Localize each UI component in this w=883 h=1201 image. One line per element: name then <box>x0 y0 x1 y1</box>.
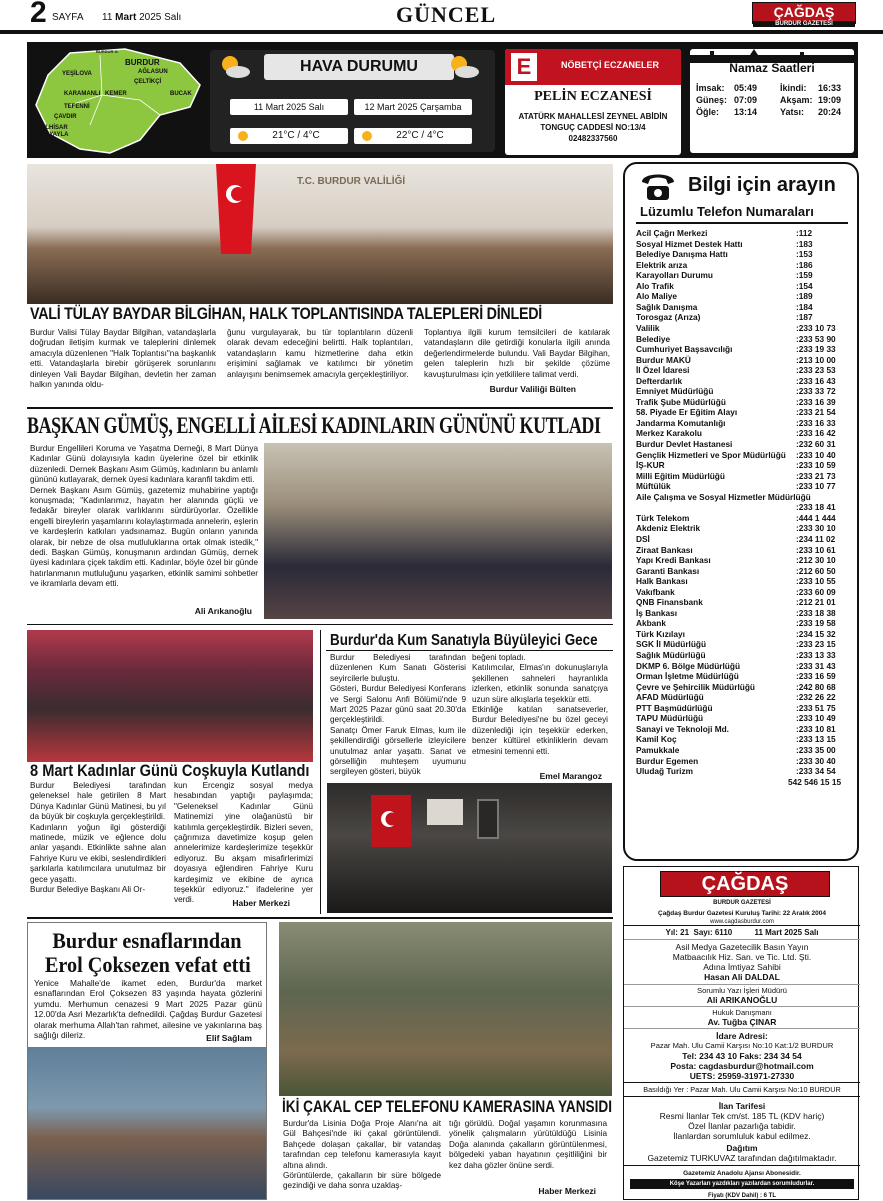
phone-row-number: :233 16 43 <box>796 375 836 386</box>
phone-row <box>636 450 848 461</box>
page-number: 2 <box>30 0 47 29</box>
phone-row <box>636 545 848 556</box>
phone-row-number: :189 <box>796 291 813 302</box>
phone-row <box>636 608 848 619</box>
phones-subtitle: Lüzumlu Telefon Numaraları <box>640 204 814 219</box>
phone-row <box>636 344 848 355</box>
phone-row-name: Uludağ Turizm <box>636 766 694 777</box>
phone-row-number: :233 23 15 <box>796 639 836 650</box>
page-label: SAYFA <box>52 12 84 23</box>
phone-row-name: DKMP 6. Bölge Müdürlüğü <box>636 660 741 671</box>
prayer-times: Namaz Saatleri İmsak: 05:49 İkindi: 16:33 Güneş: 07:09 Akşam: 19:09 Öğle: 13:14 Yatsı: 20:24 <box>690 49 854 153</box>
phone-row-name: AFAD Müdürlüğü <box>636 692 704 703</box>
phone-row-name: Yapı Kredi Bankası <box>636 555 711 566</box>
phone-row <box>636 334 848 345</box>
phone-row-number: :233 23 53 <box>796 365 836 376</box>
phone-row-number: :233 16 39 <box>796 396 836 407</box>
phone-row <box>636 724 848 735</box>
phone-row-name: Merkez Karakolu <box>636 428 702 439</box>
phone-row-name: Valilik <box>636 322 660 333</box>
article4-headline: Burdur'da Kum Sanatıyla Büyüleyici Gece <box>330 632 598 649</box>
phone-row <box>636 355 848 366</box>
phone-row <box>636 312 848 323</box>
phone-row-name: DSİ <box>636 533 650 544</box>
phone-row-number: :233 18 41 <box>796 502 836 513</box>
phone-row-number: :233 35 00 <box>796 744 836 755</box>
phone-row-name: Sağlık Müdürlüğü <box>636 650 706 660</box>
article1-col3: Toplantıya ilgili kurum temsilcileri de katılarak vatandaşların dile getirdiği konularla ilgili anında değerlendirmelerde bulundu. Vali Baydar Bilgihan, gelen taleplerin hızlı bir şekilde çözüme kavuşturulması için yetkililere talimat verdi. <box>424 328 610 379</box>
phone-row <box>636 270 848 281</box>
phone-row-name: Karayolları Durumu <box>636 270 713 281</box>
phone-row-number: :233 10 61 <box>796 544 836 555</box>
phone-row-number: :159 <box>796 270 813 281</box>
phone-row-name: Garanti Bankası <box>636 565 700 576</box>
phone-row <box>636 260 848 271</box>
phone-row <box>636 376 848 387</box>
phone-row-number: :233 10 59 <box>796 460 836 471</box>
article1-signature: Burdur Valiliği Bülten <box>489 384 576 394</box>
phone-row-number: :186 <box>796 259 813 270</box>
phone-row <box>636 502 848 513</box>
phone-row-number: :233 13 15 <box>796 734 836 745</box>
svg-text:BURDUR: BURDUR <box>125 58 160 67</box>
phone-row <box>636 703 848 714</box>
pharmacy-name: PELİN ECZANESİ <box>534 89 652 104</box>
phone-row-number: :233 16 42 <box>796 428 836 439</box>
imprint-box: ÇAĞDAŞ BURDUR GAZETESİ Çağdaş Burdur Gazetesi Kuruluş Tarihi: 22 Aralık 2004 www.cagdasburdur.com Yıl: 21 Sayı: 6110 11 Mart 2025 Salı Asil Medya Gazetecilik Basın Yayın Matbaacılık Hiz. San. ve Tic. Ltd. Şti. Adına İmtiyaz Sahibi Hasan Ali DALDAL Sorumlu Yazı İşleri Müdürü Ali ARIKANOĞLU Hukuk Danışmanı Av. Tuğba ÇINAR İdare Adresi: Pazar Mah. Ulu Camii Karşısı No:10 Kat:1/2 BURDUR Tel: 234 43 10 Faks: 234 34 54 Posta: cagdasburdur@hotmail.com UETS: 25959-31971-27330 Basıldığı Yer : Pazar Mah. Ulu Camii Karşısı No:10 BURDUR İlan Tarifesi Resmi İlanlar Tek cm/st. 185 TL (KDV hariç) Özel İlanlar pazarlığa tabidir. İlanlardan sorumluluk kabul edilmez. Dağıtım Gazetemiz TURKUVAZ tarafından dağıtılmaktadır. Gazetemiz Anadolu Ajansı Abonesidir. Köşe Yazarları yazdıkları yazılardan sorumludurlar. Fiyatı (KDV Dahil) : 6 TL <box>623 866 859 1200</box>
phone-row-name: Cumhuriyet Başsavcılığı <box>636 344 733 355</box>
pharmacy-address: ATATÜRK MAHALLESİ ZEYNEL ABİDİN TONGUÇ CADDESİ NO:13/4 02482337560 <box>518 112 668 143</box>
phone-row <box>636 397 848 408</box>
phone-row-number: :233 60 09 <box>796 586 836 597</box>
phone-row <box>636 481 848 492</box>
article4-signature: Emel Marangoz <box>539 771 602 781</box>
article5-photo <box>28 1047 266 1199</box>
phone-row <box>636 492 848 503</box>
phone-row-number: :233 10 49 <box>796 713 836 724</box>
phone-row-number: :233 53 90 <box>796 333 836 344</box>
phone-row-name: Akbank <box>636 618 666 629</box>
phone-row-name: Alo Trafik <box>636 280 674 291</box>
day1-date: 11 Mart 2025 Salı <box>230 99 348 115</box>
article6-signature: Haber Merkezi <box>538 1186 596 1196</box>
phone-row <box>636 734 848 745</box>
pharmacy-label: NÖBETÇİ ECZANELER <box>560 60 659 70</box>
article1-col1: Burdur Valisi Tülay Baydar Bilgihan, vatandaşlarla doğrudan iletişim kurmak ve taleplerini dinlemek amacıyla düzenlenen "Halk Toplantısı"na başkanlık etti. Vatandaşlarla birebir görüşerek sorunlarını dinleyen Vali Baydar Bilgihan, devletin her zaman halkın yanında oldu- <box>30 328 216 390</box>
phone-row <box>636 323 848 334</box>
svg-text:AĞLASUN: AĞLASUN <box>138 69 168 75</box>
article5-body: Yenice Mahalle'de ikamet eden, Burdur'da market esnaflarından Erol Çoksezen 83 yaşında hayata gözlerini yumdu. Merhumun cenazesi 9 Mart 2025 Pazar günü 12.00'da Asri Mezarlık'ta defnedildi. Çağdaş Burdur Gazetesi olarak merhuma Allah'tan rahmet, ailesine ve yakınlarına baş sağlığı dileriz. <box>34 978 262 1041</box>
article1-photo <box>27 164 613 304</box>
phone-row <box>636 365 848 376</box>
article4-col2: beğeni topladı. Katılımcılar, Elmas'ın dokunuşlarıyla şekillenen sahneleri hayranlıkla izlerken, etkinlik sonunda sanatçıya uzun süre alkışlarla teşekkür etti. Etkinliğe katılan sanatseverler, Burdur Belediyesi'ne bu özel geceyi düzenlediği için teşekkür ederken, benzer kültürel etkinliklerin devam etmesini temenni etti. <box>472 653 608 756</box>
phone-row-name: Sanayi ve Teknoloji Md. <box>636 723 729 734</box>
article2-body: Burdur Engellileri Koruma ve Yaşatma Derneği, 8 Mart Dünya Kadınlar Günü dolayısıyla kadın üyelerine özel bir etkinlik düzenledi. Dernek Başkanı Asım Gümüş, kadınların bu anlamlı gününü kutlayarak, dernek üyesi kadınlara karanfil takdim etti. Dernek Başkanı Asım Gümüş, gazetemiz muhabirine yaptığı konuşmada; "Kadınlarımız, hayatın her alanında güçlü ve fedakâr bireyler olarak varlıklarını sürdürüyorlar. Özellikle engelli bireylerin yaşamlarını kolaylaştırmada annelerin, eşlerin ve kardeşlerin katkıları yadsınamaz. Bugün onların yanında olarak, bir nebze de olsa mutluluklarına ortak olmak istedik," dedi. Başkan Gümüş, konuşmanın ardından Gümüş, dernek üyesi kadınlara çiçek takdim etti. Kadınlar, böyle özel bir günde hatırlanmanın mutluluğunu yaşarken, etkinlik samimi sohbetler ve ikramlarla devam etti. <box>30 444 259 589</box>
article2-photo <box>264 443 612 619</box>
phone-row <box>636 407 848 418</box>
phone-row <box>636 692 848 703</box>
phone-row-number: :213 10 00 <box>796 354 836 365</box>
phone-row <box>636 756 848 767</box>
phone-row <box>636 281 848 292</box>
phone-row <box>636 566 848 577</box>
phone-row <box>636 639 848 650</box>
turkish-flag-icon <box>371 795 411 847</box>
phone-row-number: :183 <box>796 238 813 249</box>
day2-date: 12 Mart 2025 Çarşamba <box>354 99 472 115</box>
phone-row-name: Belediye Danışma Hattı <box>636 249 728 260</box>
phone-row-name: Burdur Egemen <box>636 755 699 766</box>
article6-photo <box>279 922 612 1096</box>
phone-row-name: 58. Piyade Er Eğitim Alayı <box>636 407 738 418</box>
phone-row-name: İl Özel İdaresi <box>636 365 690 376</box>
phone-row-name: Elektrik arıza <box>636 259 688 270</box>
article1-col2: ğunu vurgulayarak, bu tür toplantıların düzenli olarak devam edeceğini belirtti. Halk toplantıları, vatandaşların kamu hizmetlerine daha etkin erişimini sağlamak ve katılımcı bir yönetim anlayışını benimsemek amacıyla gerçekleştiriliyor. <box>227 328 413 379</box>
phone-row <box>636 587 848 598</box>
page-header <box>0 0 883 34</box>
svg-text:YEŞİLOVA: YEŞİLOVA <box>62 71 92 77</box>
phone-row-name: Acil Çağrı Merkezi <box>636 228 708 238</box>
phone-row <box>636 576 848 587</box>
phone-row-name: SGK İl Müdürlüğü <box>636 639 707 650</box>
phone-row-number: :112 <box>796 228 813 238</box>
phone-row-number: :233 10 77 <box>796 481 836 492</box>
article6-col1: Burdur'da Lisinia Doğa Proje Alanı'na ait Gül Bahçesi'nde iki çakal görüntülendi. Bahçede dolaşan çakallar, bir vatandaş tarafından cep telefonu kamerasıyla kayıt altına alındı. Görüntülerde, çakalların bir süre bölgede gezindiği ve daha sonra uzaklaş- <box>283 1119 441 1191</box>
day2-temp: 22°C / 4°C <box>354 128 472 144</box>
phone-row-name: Belediye <box>636 333 671 344</box>
phone-row-name: Burdur MAKÜ <box>636 354 691 365</box>
phone-row-number: :153 <box>796 249 813 260</box>
phone-row-number: :232 26 22 <box>796 692 836 703</box>
phone-row-name: Defterdarlık <box>636 375 683 386</box>
phones-title: Bilgi için arayın <box>688 174 836 196</box>
sun-cloud-icon <box>216 52 252 82</box>
phone-row-number: :232 60 31 <box>796 439 836 449</box>
article2-signature: Ali Arıkanoğlu <box>194 606 252 616</box>
day1-temp: 21°C / 4°C <box>230 128 348 144</box>
sun-icon <box>360 130 374 142</box>
prayer-title: Namaz Saatleri <box>729 61 815 75</box>
phone-row-number: :444 1 444 <box>796 512 836 523</box>
phone-row <box>636 523 848 534</box>
imprint-logo: ÇAĞDAŞ <box>660 871 830 897</box>
phone-row <box>636 428 848 439</box>
pharmacy-icon: E <box>511 53 537 81</box>
phone-row-name: Burdur Devlet Hastanesi <box>636 439 733 449</box>
phone-row-name: Gençlik Hizmetleri ve Spor Müdürlüğü <box>636 449 786 460</box>
phone-row-number: :234 15 32 <box>796 628 836 639</box>
svg-text:BUCAK: BUCAK <box>170 91 192 97</box>
phone-row-number: :233 19 33 <box>796 344 836 355</box>
phone-row-name: Aile Çalışma ve Sosyal Hizmetler Müdürlüğü <box>636 491 811 502</box>
phone-row-number: :233 10 73 <box>796 322 836 333</box>
article3-headline: 8 Mart Kadınlar Günü Coşkuyla Kutlandı <box>30 761 310 780</box>
turkish-flag-icon <box>211 164 261 254</box>
section-title: GÜNCEL <box>396 2 497 27</box>
phone-row <box>636 777 848 788</box>
sun-icon <box>236 130 250 142</box>
svg-text:BURDUR G.: BURDUR G. <box>96 49 119 54</box>
phone-row <box>636 471 848 482</box>
phone-row-number: :212 21 01 <box>796 597 836 608</box>
phone-row <box>636 766 848 777</box>
phone-row <box>636 291 848 302</box>
weather-title: HAVA DURUMU <box>264 54 454 80</box>
sun-cloud-icon <box>445 52 481 82</box>
svg-text:GÖLHİSAR: GÖLHİSAR <box>36 125 68 131</box>
article3-photo <box>27 630 313 762</box>
phone-row-number: :233 33 72 <box>796 386 836 397</box>
phone-row-number: :233 10 40 <box>796 449 836 460</box>
article3-signature: Haber Merkezi <box>232 898 290 908</box>
article5-headline1: Burdur esnaflarından <box>52 928 242 953</box>
phone-row-number: :233 21 73 <box>796 470 836 481</box>
phone-row-name: Ziraat Bankası <box>636 544 693 555</box>
phone-row <box>636 249 848 260</box>
phone-row-number: :233 16 59 <box>796 671 836 682</box>
phone-row-name: TAPU Müdürlüğü <box>636 713 704 724</box>
phone-row <box>636 671 848 682</box>
phone-row-number: :233 18 38 <box>796 607 836 618</box>
phone-row <box>636 534 848 545</box>
article2-headline: BAŞKAN GÜMÜŞ, ENGELLİ AİLESİ KADINLARIN GÜNÜNÜ KUTLADI <box>27 413 601 438</box>
phone-row-name: Torosgaz (Arıza) <box>636 312 701 323</box>
phone-row <box>636 439 848 450</box>
phone-row <box>636 618 848 629</box>
phone-row-number: :212 60 50 <box>796 565 836 576</box>
svg-text:TEFENNİ: TEFENNİ <box>64 104 90 110</box>
phone-row <box>636 239 848 250</box>
phone-row <box>636 386 848 397</box>
phone-row-name: Türk Kızılayı <box>636 628 685 639</box>
phone-row <box>636 513 848 524</box>
phone-row <box>636 629 848 640</box>
article4-photo <box>327 783 612 913</box>
svg-text:ALTINYAYLA: ALTINYAYLA <box>32 132 69 138</box>
article6-headline: İKİ ÇAKAL CEP TELEFONU KAMERASINA YANSIDI <box>282 1097 612 1116</box>
phone-row-number: :187 <box>796 312 813 323</box>
svg-text:ÇAVDIR: ÇAVDIR <box>54 114 77 120</box>
phone-row-name: Vakıfbank <box>636 586 675 597</box>
phone-row-name: İŞ-KUR <box>636 460 665 471</box>
phone-row <box>636 745 848 756</box>
newspaper-logo: ÇAĞDAŞ BURDUR GAZETESİ <box>752 2 856 24</box>
phone-row-number: :233 31 43 <box>796 660 836 671</box>
phone-row <box>636 228 848 239</box>
article3-col2: kun Ercengiz sosyal medya hesabından yaptığı paylaşımda; "Geleneksel Kadınlar Günü Matinemizi yine olağanüstü bir katılımla gerçekleştirdik. Bizleri seven, çağrımıza davetimize koşup gelen annelerimize kardeşlerimize teşekkür ediyoruz. Bu akşam misafirlerimizi doyasıya eğlendiren Fahriye Kuru kardeşimiz ve ekibine de ayrıca teşekkür ediyoruz." ifadelerine yer verdi. <box>174 781 313 905</box>
phone-row-number: :184 <box>796 301 813 312</box>
phone-row-number: 542 546 15 15 <box>788 776 842 787</box>
phone-row-number: :233 21 54 <box>796 407 836 418</box>
phone-row-number: :233 10 55 <box>796 576 836 587</box>
phone-row-name: Sağlık Danışma <box>636 301 698 312</box>
phone-row-name: Çevre ve Şehircilik Müdürlüğü <box>636 681 755 692</box>
svg-text:KEMER: KEMER <box>105 91 127 97</box>
phone-row-number: :233 34 54 <box>796 766 836 777</box>
phone-row-number: :154 <box>796 280 813 291</box>
pharmacy-box <box>505 49 681 155</box>
phone-row-name: Pamukkale <box>636 744 680 755</box>
phone-row-name: Orman İşletme Müdürlüğü <box>636 671 739 682</box>
phone-row-name: Trafik Şube Müdürlüğü <box>636 396 726 407</box>
phone-row <box>636 597 848 608</box>
article3-col1: Burdur Belediyesi tarafından geleneksel hale getirilen 8 Mart Dünya Kadınlar Günü Matinesi, bu yıl da büyük bir coşkuyla gerçekleştirildi. Kadınların yoğun ilgi gösterdiği matinede, müzik ve eğlence dolu anlar yaşandı. Etkinlikte sahne alan Fahriye Kuru ve ekibi, seslendirdikleri şarkılarla katılımcılara unutulmaz bir gece yaşattı. Burdur Belediye Başkanı Ali Or- <box>30 781 166 895</box>
article6-col2: tığı görüldü. Doğal yaşamın korunmasına yönelik çalışmaların yürütüldüğü Lisinia Doğa alanında çakalların görüntülenmesi, bölgedeki yaban hayatının çeşitliliğini bir kez daha gözler önüne serdi. <box>449 1119 607 1170</box>
phone-row-name: Emniyet Müdürlüğü <box>636 386 714 397</box>
phone-row <box>636 460 848 471</box>
phone-row <box>636 682 848 693</box>
phone-row-name: Halk Bankası <box>636 576 688 587</box>
phone-row <box>636 555 848 566</box>
phone-row-name: Jandarma Komutanlığı <box>636 417 726 428</box>
phone-row-name: Müftülük <box>636 481 671 492</box>
phone-row <box>636 302 848 313</box>
article1-headline: VALİ TÜLAY BAYDAR BİLGİHAN, HALK TOPLANTISINDA TALEPLERİ DİNLEDİ <box>30 304 542 323</box>
phone-row-number: :233 16 33 <box>796 417 836 428</box>
phone-row <box>636 650 848 661</box>
phone-row-name: Kamil Koç <box>636 734 677 745</box>
article5-headline2: Erol Çoksezen vefat etti <box>44 952 251 977</box>
phone-row-name: Akdeniz Elektrik <box>636 523 701 534</box>
article5-signature: Elif Sağlam <box>206 1033 252 1043</box>
burdur-map <box>30 45 206 155</box>
svg-text:KARAMANLI: KARAMANLI <box>64 91 101 97</box>
phone-row-name: PTT Başmüdürlüğü <box>636 702 713 713</box>
phone-row-name: Türk Telekom <box>636 512 690 523</box>
phone-row <box>636 661 848 672</box>
phone-row-name: QNB Finansbank <box>636 597 703 608</box>
phone-row-number: :233 19 58 <box>796 618 836 629</box>
phone-row <box>636 713 848 724</box>
phone-row-number: :233 10 81 <box>796 723 836 734</box>
phone-row-number: :212 30 10 <box>796 555 836 566</box>
phone-row-number: :234 11 02 <box>796 533 836 544</box>
phone-row-number: :233 30 40 <box>796 755 836 766</box>
svg-text:ÇELTİKÇİ: ÇELTİKÇİ <box>134 79 162 85</box>
photo-sign: T.C. BURDUR VALİLİĞİ <box>297 176 406 187</box>
phone-row-name: İş Bankası <box>636 607 678 618</box>
phone-row-number: :233 30 10 <box>796 523 836 534</box>
phone-row-number: :233 13 33 <box>796 650 836 660</box>
telephone-icon <box>638 168 678 204</box>
article4-col1: Burdur Belediyesi tarafından düzenlenen Kum Sanatı Gösterisi seyircilerle buluştu. Gösteri, Burdur Belediyesi Konferans ve Sergi Salonu Anfi Bölümü'nde 9 Mart 2025 Pazar günü saat 20.30'da gerçekleştirildi. Sanatçı Ömer Faruk Elmas, kum ile şekillendirdiği görsellerle izleyicilere unutulmaz anlar yaşattı. Sanat ve görselliğin muhteşem uyumunu sergileyen gösteri, büyük <box>330 653 466 777</box>
phone-row <box>636 418 848 429</box>
phone-row-number: :242 80 68 <box>796 681 836 692</box>
phone-row-name: Alo Maliye <box>636 291 678 302</box>
issue-date: 11 Mart 2025 Salı <box>102 12 182 23</box>
phone-row-number: :233 51 75 <box>796 702 836 713</box>
phone-row-name: Sosyal Hizmet Destek Hattı <box>636 238 743 249</box>
phone-row-name: Milli Eğitim Müdürlüğü <box>636 470 725 481</box>
